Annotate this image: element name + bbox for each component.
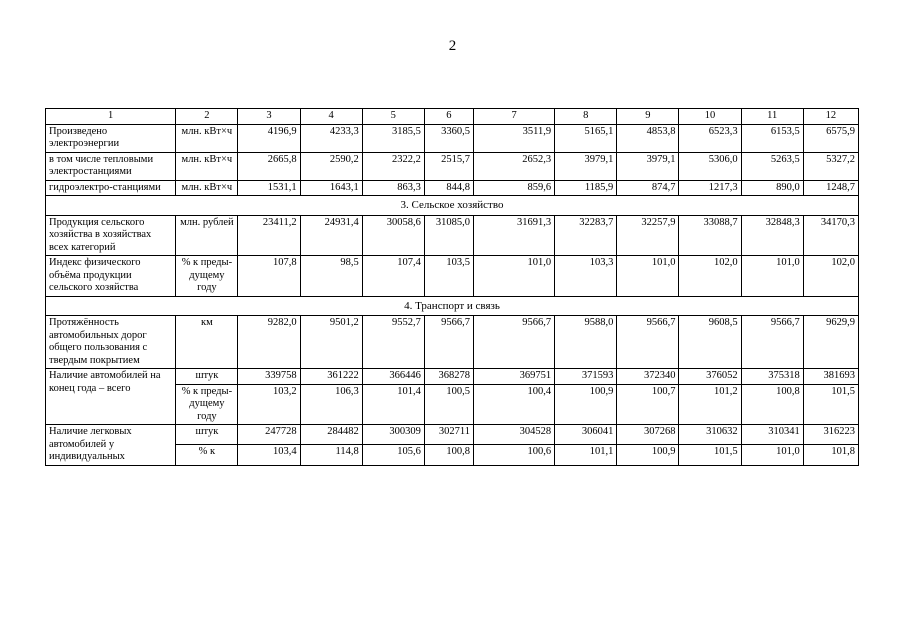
value-cell: 1643,1 bbox=[300, 180, 362, 196]
unit-cell: % к bbox=[176, 445, 238, 465]
value-cell: 101,1 bbox=[555, 445, 617, 465]
value-cell: 32283,7 bbox=[555, 215, 617, 256]
value-cell: 106,3 bbox=[300, 384, 362, 425]
value-cell: 103,3 bbox=[555, 256, 617, 297]
table-row bbox=[46, 180, 859, 196]
value-cell: 372340 bbox=[617, 369, 679, 385]
value-cell: 102,0 bbox=[679, 256, 741, 297]
value-cell: 9566,7 bbox=[424, 316, 473, 369]
value-cell: 5306,0 bbox=[679, 152, 741, 180]
table-row bbox=[46, 316, 859, 369]
value-cell: 101,0 bbox=[473, 256, 554, 297]
value-cell: 100,7 bbox=[617, 384, 679, 425]
table-row bbox=[46, 369, 859, 385]
row-label: в том числе тепловыми электростанциями bbox=[46, 152, 176, 180]
column-header: 5 bbox=[362, 109, 424, 125]
column-header: 12 bbox=[803, 109, 858, 125]
value-cell: 9566,7 bbox=[617, 316, 679, 369]
value-cell: 890,0 bbox=[741, 180, 803, 196]
row-label: Продукция сельского хозяйства в хозяйствах всех категорий bbox=[46, 215, 176, 256]
unit-cell: км bbox=[176, 316, 238, 369]
value-cell: 1217,3 bbox=[679, 180, 741, 196]
value-cell: 98,5 bbox=[300, 256, 362, 297]
value-cell: 101,5 bbox=[803, 384, 858, 425]
value-cell: 4233,3 bbox=[300, 124, 362, 152]
table-row bbox=[46, 152, 859, 180]
value-cell: 381693 bbox=[803, 369, 858, 385]
page-number: 2 bbox=[448, 38, 457, 54]
value-cell: 371593 bbox=[555, 369, 617, 385]
value-cell: 310632 bbox=[679, 425, 741, 445]
value-cell: 100,9 bbox=[617, 445, 679, 465]
value-cell: 375318 bbox=[741, 369, 803, 385]
column-header: 10 bbox=[679, 109, 741, 125]
value-cell: 105,6 bbox=[362, 445, 424, 465]
value-cell: 284482 bbox=[300, 425, 362, 445]
value-cell: 369751 bbox=[473, 369, 554, 385]
value-cell: 4853,8 bbox=[617, 124, 679, 152]
column-header: 9 bbox=[617, 109, 679, 125]
value-cell: 5263,5 bbox=[741, 152, 803, 180]
value-cell: 307268 bbox=[617, 425, 679, 445]
section-title: 4. Транспорт и связь bbox=[46, 296, 859, 316]
value-cell: 361222 bbox=[300, 369, 362, 385]
value-cell: 31691,3 bbox=[473, 215, 554, 256]
section-row bbox=[46, 296, 859, 316]
unit-cell: млн. кВт×ч bbox=[176, 152, 238, 180]
value-cell: 103,5 bbox=[424, 256, 473, 297]
value-cell: 100,5 bbox=[424, 384, 473, 425]
value-cell: 107,4 bbox=[362, 256, 424, 297]
value-cell: 101,5 bbox=[679, 445, 741, 465]
value-cell: 30058,6 bbox=[362, 215, 424, 256]
value-cell: 376052 bbox=[679, 369, 741, 385]
unit-cell: млн. кВт×ч bbox=[176, 180, 238, 196]
value-cell: 1248,7 bbox=[803, 180, 858, 196]
value-cell: 2515,7 bbox=[424, 152, 473, 180]
unit-cell: % к преды-дущему году bbox=[176, 256, 238, 297]
value-cell: 101,0 bbox=[741, 445, 803, 465]
value-cell: 9501,2 bbox=[300, 316, 362, 369]
value-cell: 9608,5 bbox=[679, 316, 741, 369]
table-row bbox=[46, 215, 859, 256]
value-cell: 103,4 bbox=[238, 445, 300, 465]
value-cell: 6575,9 bbox=[803, 124, 858, 152]
value-cell: 3979,1 bbox=[617, 152, 679, 180]
row-label: Индекс физического объёма продукции сельского хозяйства bbox=[46, 256, 176, 297]
value-cell: 100,9 bbox=[555, 384, 617, 425]
value-cell: 100,4 bbox=[473, 384, 554, 425]
value-cell: 9566,7 bbox=[741, 316, 803, 369]
value-cell: 3511,9 bbox=[473, 124, 554, 152]
value-cell: 2652,3 bbox=[473, 152, 554, 180]
value-cell: 31085,0 bbox=[424, 215, 473, 256]
table-row bbox=[46, 425, 859, 445]
row-label: Наличие автомобилей на конец года – всего bbox=[46, 369, 176, 425]
column-header: 3 bbox=[238, 109, 300, 125]
column-header: 4 bbox=[300, 109, 362, 125]
statistics-table bbox=[45, 108, 859, 466]
unit-cell: штук bbox=[176, 425, 238, 445]
column-header: 1 bbox=[46, 109, 176, 125]
value-cell: 107,8 bbox=[238, 256, 300, 297]
value-cell: 3360,5 bbox=[424, 124, 473, 152]
value-cell: 9629,9 bbox=[803, 316, 858, 369]
value-cell: 9282,0 bbox=[238, 316, 300, 369]
column-header: 11 bbox=[741, 109, 803, 125]
value-cell: 23411,2 bbox=[238, 215, 300, 256]
value-cell: 6153,5 bbox=[741, 124, 803, 152]
column-header: 8 bbox=[555, 109, 617, 125]
value-cell: 5165,1 bbox=[555, 124, 617, 152]
value-cell: 32848,3 bbox=[741, 215, 803, 256]
value-cell: 863,3 bbox=[362, 180, 424, 196]
table-row bbox=[46, 256, 859, 297]
value-cell: 102,0 bbox=[803, 256, 858, 297]
value-cell: 5327,2 bbox=[803, 152, 858, 180]
value-cell: 101,2 bbox=[679, 384, 741, 425]
section-title: 3. Сельское хозяйство bbox=[46, 196, 859, 216]
value-cell: 316223 bbox=[803, 425, 858, 445]
value-cell: 366446 bbox=[362, 369, 424, 385]
section-row bbox=[46, 196, 859, 216]
value-cell: 101,0 bbox=[741, 256, 803, 297]
value-cell: 1531,1 bbox=[238, 180, 300, 196]
row-label: Произведено электроэнергии bbox=[46, 124, 176, 152]
value-cell: 304528 bbox=[473, 425, 554, 445]
value-cell: 100,6 bbox=[473, 445, 554, 465]
value-cell: 9552,7 bbox=[362, 316, 424, 369]
value-cell: 34170,3 bbox=[803, 215, 858, 256]
table-row bbox=[46, 124, 859, 152]
value-cell: 4196,9 bbox=[238, 124, 300, 152]
value-cell: 310341 bbox=[741, 425, 803, 445]
value-cell: 339758 bbox=[238, 369, 300, 385]
value-cell: 368278 bbox=[424, 369, 473, 385]
value-cell: 32257,9 bbox=[617, 215, 679, 256]
unit-cell: млн. кВт×ч bbox=[176, 124, 238, 152]
value-cell: 103,2 bbox=[238, 384, 300, 425]
column-header: 6 bbox=[424, 109, 473, 125]
value-cell: 100,8 bbox=[741, 384, 803, 425]
column-header: 7 bbox=[473, 109, 554, 125]
unit-cell: млн. рублей bbox=[176, 215, 238, 256]
value-cell: 3185,5 bbox=[362, 124, 424, 152]
value-cell: 6523,3 bbox=[679, 124, 741, 152]
row-label: Наличие легковых автомобилей у индивидуальных bbox=[46, 425, 176, 466]
value-cell: 3979,1 bbox=[555, 152, 617, 180]
value-cell: 1185,9 bbox=[555, 180, 617, 196]
unit-cell: % к преды-дущему году bbox=[176, 384, 238, 425]
value-cell: 2322,2 bbox=[362, 152, 424, 180]
table-body bbox=[46, 109, 859, 466]
value-cell: 2590,2 bbox=[300, 152, 362, 180]
value-cell: 33088,7 bbox=[679, 215, 741, 256]
row-label: гидроэлектро-станциями bbox=[46, 180, 176, 196]
value-cell: 844,8 bbox=[424, 180, 473, 196]
unit-cell: штук bbox=[176, 369, 238, 385]
value-cell: 2665,8 bbox=[238, 152, 300, 180]
value-cell: 101,8 bbox=[803, 445, 858, 465]
value-cell: 247728 bbox=[238, 425, 300, 445]
value-cell: 114,8 bbox=[300, 445, 362, 465]
value-cell: 101,4 bbox=[362, 384, 424, 425]
column-header: 2 bbox=[176, 109, 238, 125]
row-label: Протяжённость автомобильных дорог общего пользования с твердым покрытием bbox=[46, 316, 176, 369]
value-cell: 302711 bbox=[424, 425, 473, 445]
value-cell: 874,7 bbox=[617, 180, 679, 196]
value-cell: 9588,0 bbox=[555, 316, 617, 369]
value-cell: 300309 bbox=[362, 425, 424, 445]
value-cell: 100,8 bbox=[424, 445, 473, 465]
value-cell: 24931,4 bbox=[300, 215, 362, 256]
value-cell: 306041 bbox=[555, 425, 617, 445]
value-cell: 859,6 bbox=[473, 180, 554, 196]
header-row bbox=[46, 109, 859, 125]
value-cell: 101,0 bbox=[617, 256, 679, 297]
value-cell: 9566,7 bbox=[473, 316, 554, 369]
